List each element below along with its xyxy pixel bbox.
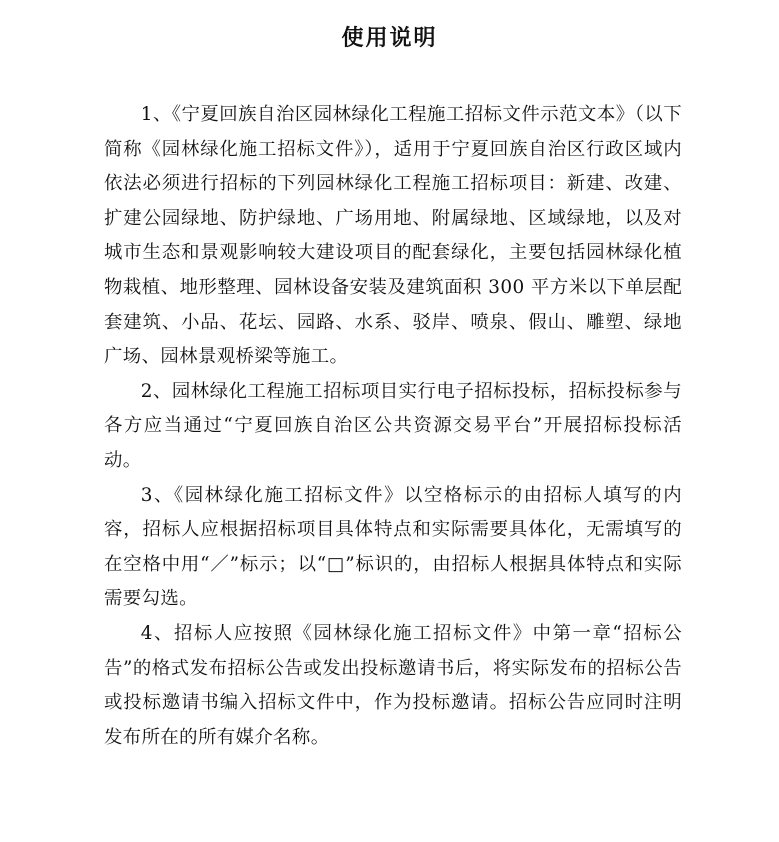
document-body [104, 98, 682, 755]
paragraph-3: 3、《园林绿化施工招标文件》以空格标示的由招标人填写的内容，招标人应根据招标项目具体特点和实际需要具体化，无需填写的在空格中用“／”标示；以“□”标识的，由招标人根据具体特点和实际需要勾选。 [104, 484, 682, 610]
paragraph-4: 4、招标人应按照《园林绿化施工招标文件》中第一章“招标公告”的格式发布招标公告或发出投标邀请书后，将实际发布的招标公告或投标邀请书编入招标文件中，作为投标邀请。招标公告应同时注明发布所在的所有媒介名称。 [104, 622, 682, 748]
paragraph-2: 2、园林绿化工程施工招标项目实行电子招标投标，招标投标参与各方应当通过“宁夏回族自治区公共资源交易平台”开展招标投标活动。 [104, 380, 682, 471]
paragraph-1: 1、《宁夏回族自治区园林绿化工程施工招标文件示范文本》（以下简称《园林绿化施工招标文件》），适用于宁夏回族自治区行政区域内依法必须进行招标的下列园林绿化工程施工招标项目：新建、改建、扩建公园绿地、防护绿地、广场用地、附属绿地、区域绿地，以及对城市生态和景观影响较大建设项目的配套绿化，主要包括园林绿化植物栽植、地形整理、园林设备安装及建筑面积 300 平方米以下单层配套建筑、小品、花坛、园路、水系、驳岸、喷泉、假山、雕塑、绿地广场、园林景观桥梁等施工。 [104, 104, 682, 368]
page-title: 使用说明 [341, 26, 438, 51]
